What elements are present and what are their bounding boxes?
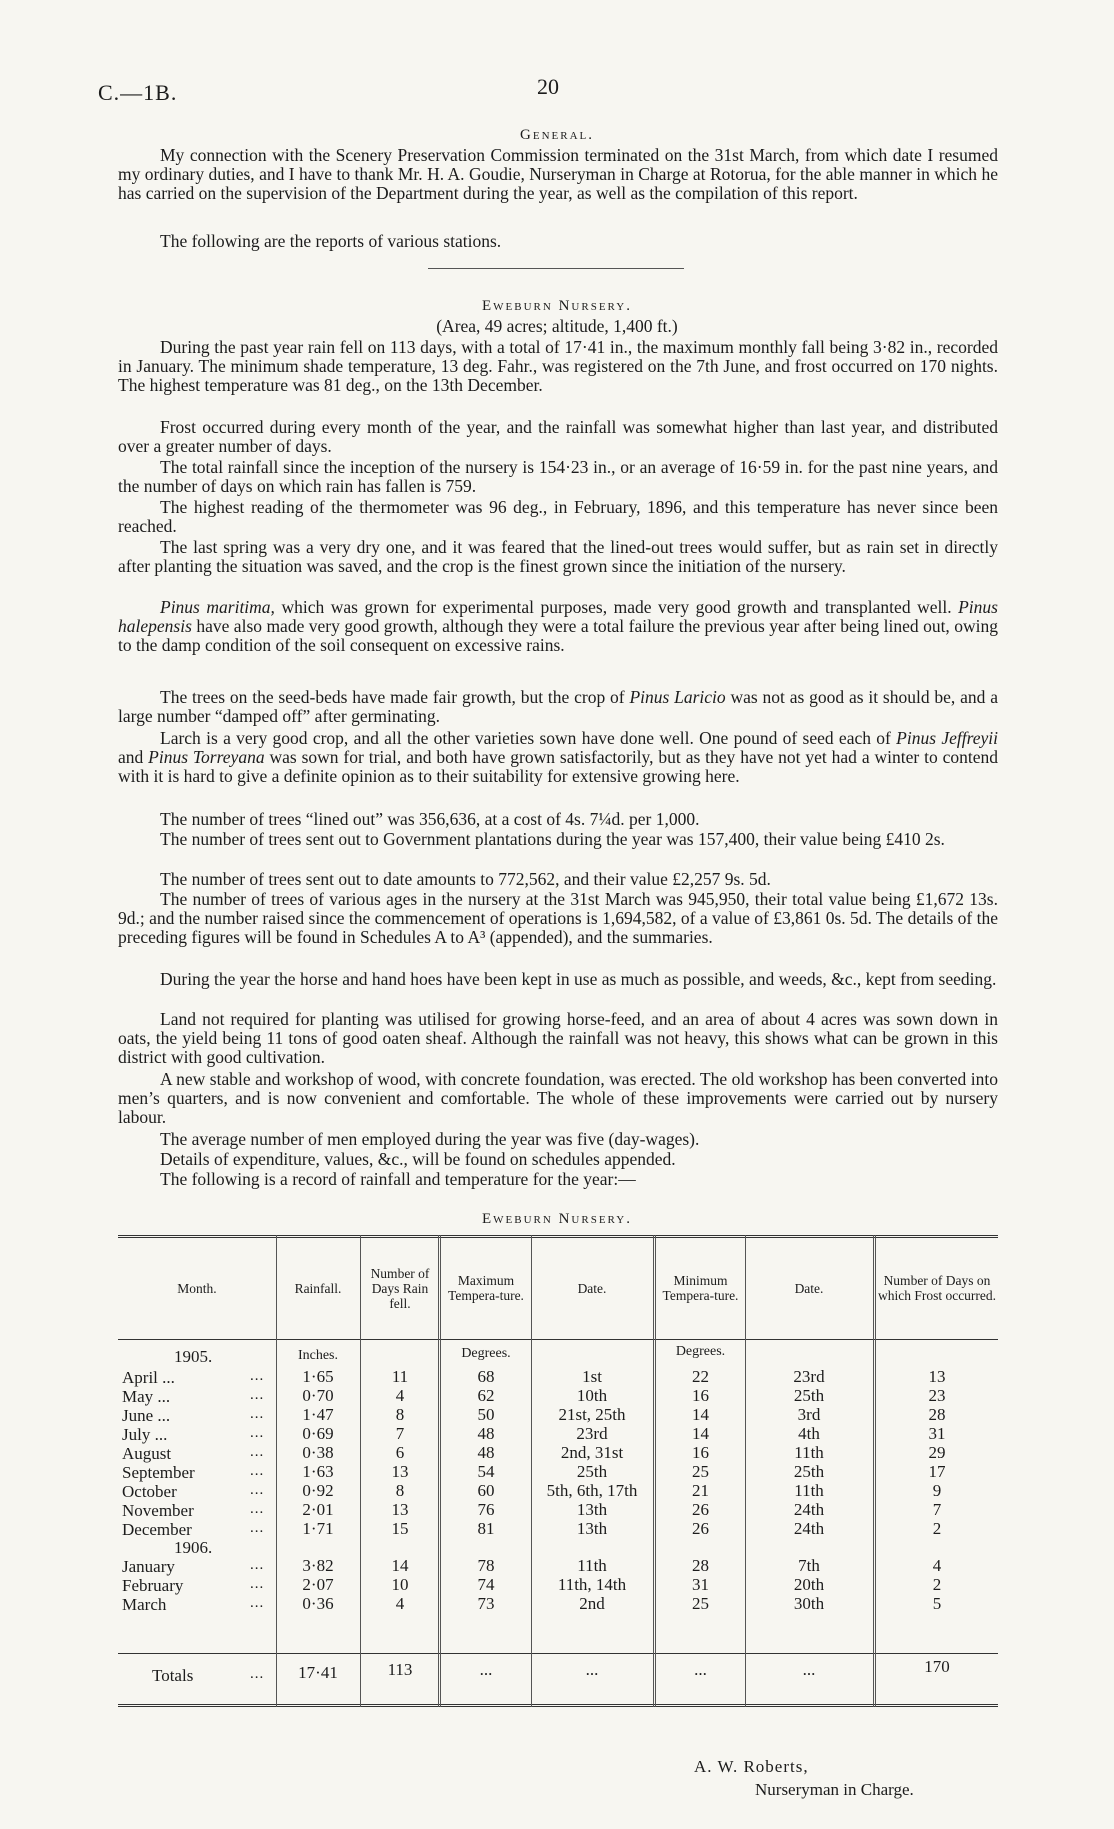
cell-frost-days: 23 [928,1386,946,1405]
cell-min-date: 20th [793,1575,825,1594]
cell-min-temp: 26 [692,1519,709,1538]
cell-min-date: 4th [798,1424,820,1443]
signature-name: A. W. Roberts, [694,1757,809,1776]
cell-max-date: 2nd [579,1594,605,1613]
cell-rain-days: 6 [395,1443,405,1462]
total-rain-days: 113 [387,1660,413,1679]
cell-month: January [122,1557,175,1576]
total-rainfall: 17·41 [298,1663,338,1682]
leader-dots: ... [250,1406,265,1422]
cell-rain-days: 11 [391,1367,409,1386]
cell-rain-days: 4 [395,1386,405,1405]
leader-dots: ... [250,1501,265,1517]
general-heading: General. [520,127,594,143]
cell-rain-days: 7 [395,1424,405,1443]
table-header-rule [118,1339,998,1340]
cell-min-temp: 28 [692,1556,709,1575]
cell-max-temp: 50 [477,1405,495,1424]
eweburn-paragraph-4: The highest reading of the thermometer was 96 deg., in February, 1896, and this temperature has never since been reached. [118,497,998,536]
eweburn-paragraph-12: A new stable and workshop of wood, with concrete foundation, was erected. The old workshop has been converted into men’s quarters, and is now convenient and comfortable. The whole of these improvements were carried out by nursery labour. [118,1069,998,1127]
cell-max-date: 21st, 25th [558,1405,626,1424]
leader-dots: ... [250,1368,265,1384]
cell-rain-days: 15 [391,1519,409,1538]
leader-dots: ... [250,1666,265,1682]
section-divider [428,268,684,269]
header-min-date: Date. [794,1280,824,1296]
leader-dots: ... [250,1520,265,1536]
cell-max-temp: 76 [477,1500,495,1519]
eweburn-paragraph-14: Details of expenditure, values, &c., will be found on schedules appended. [160,1149,676,1169]
eweburn-paragraph-15: The following is a record of rainfall and temperature for the year:— [160,1169,636,1189]
cell-month: May ... [122,1387,171,1406]
rainfall-temperature-table [118,1235,998,1707]
cell-month: November [122,1501,194,1520]
cell-min-date: 25th [793,1462,825,1481]
total-min-temp: ... [694,1660,707,1679]
unit-degrees: Degrees. [675,1344,726,1359]
eweburn-paragraph-7: The number of trees sent out to Government plantations during the year was 157,400, their value being £410 2s. [160,829,945,849]
cell-min-temp: 16 [692,1443,709,1462]
header-rain-days: Number of Days Rain fell. [370,1265,430,1311]
cell-month: February [122,1576,184,1595]
cell-frost-days: 2 [932,1519,942,1538]
cell-frost-days: 28 [928,1405,946,1424]
cell-rain-days: 13 [391,1462,409,1481]
laricio-paragraph: The trees on the seed-beds have made fair growth, but the crop of Pinus Laricio was not as good as it should be, and a large number “damped off” after germinating. [118,687,998,726]
cell-frost-days: 17 [928,1462,946,1481]
cell-rain-days: 8 [395,1405,405,1424]
cell-min-date: 24th [793,1519,825,1538]
cell-frost-days: 7 [932,1500,942,1519]
cell-frost-days: 31 [928,1424,946,1443]
total-max-temp: ... [479,1660,493,1679]
header-max-date: Date. [577,1280,607,1296]
eweburn-paragraph-5: The last spring was a very dry one, and it was feared that the lined-out trees would suffer, but as rain set in directly after planting the situation was saved, and the crop is the finest grown since the initiation of the nursery. [118,537,998,576]
species-name: Pinus halepensis [118,597,998,636]
header-min-temp: Minimum Tempera-ture. [662,1273,739,1303]
cell-min-temp: 14 [692,1424,709,1443]
cell-rainfall: 0·92 [302,1481,334,1500]
cell-rain-days: 10 [391,1575,409,1594]
eweburn-paragraph-10: During the year the horse and hand hoes have been kept in use as much as possible, and weeds, &c., kept from seeding. [160,969,997,989]
leader-dots: ... [250,1482,265,1498]
cell-min-temp: 25 [692,1462,709,1481]
table-title: Eweburn Nursery. [482,1211,632,1227]
year-label: 1906. [174,1538,213,1557]
cell-max-temp: 62 [477,1386,495,1405]
cell-max-date: 1st [582,1367,602,1386]
cell-rainfall: 2·07 [302,1575,334,1594]
cell-rain-days: 4 [395,1594,405,1613]
cell-max-date: 13th [576,1500,608,1519]
cell-month: October [122,1482,177,1501]
leader-dots: ... [250,1576,265,1592]
cell-min-date: 25th [793,1386,825,1405]
species-name: Pinus Jeffreyii [896,728,998,748]
total-min-date: ... [802,1660,816,1679]
cell-min-temp: 26 [692,1500,709,1519]
leader-dots: ... [250,1557,265,1573]
eweburn-area-note: (Area, 49 acres; altitude, 1,400 ft.) [436,316,678,336]
cell-frost-days: 5 [932,1594,942,1613]
cell-month: March [122,1595,167,1614]
cell-min-temp: 22 [692,1367,709,1386]
header-max-temp: Maximum Tempera-ture. [448,1273,524,1303]
cell-min-date: 24th [793,1500,825,1519]
cell-min-date: 30th [793,1594,825,1613]
cell-min-temp: 25 [692,1594,709,1613]
cell-min-date: 11th [794,1481,824,1500]
total-frost-days: 170 [924,1657,950,1676]
cell-max-temp: 54 [477,1462,495,1481]
larch-paragraph: Larch is a very good crop, and all the other varieties sown have done well. One pound of seed each of Pinus Jeffreyii and Pinus Torreyana was sown for trial, and both have grown satisfactorily, but as they have not yet had a winter to contend with it is hard to give a definite opinion as to their suitability for extensive growing here. [118,728,998,786]
cell-frost-days: 2 [932,1575,942,1594]
cell-rainfall: 0·69 [302,1424,334,1443]
cell-month: April ... [122,1368,175,1387]
table-totals-rule [118,1653,998,1654]
leader-dots: ... [250,1387,265,1403]
cell-rainfall: 0·36 [302,1594,334,1613]
cell-rainfall: 1·65 [302,1367,334,1386]
cell-month: July ... [122,1425,168,1444]
cell-max-date: 11th, 14th [557,1575,627,1594]
leader-dots: ... [250,1463,265,1479]
leader-dots: ... [250,1595,265,1611]
cell-max-date: 10th [576,1386,608,1405]
eweburn-paragraph-13: The average number of men employed during the year was five (day-wages). [160,1129,700,1149]
cell-max-temp: 60 [477,1481,495,1500]
column-divider [360,1235,361,1707]
cell-month: June ... [122,1406,171,1425]
unit-degrees: Degrees. [461,1346,511,1361]
cell-max-date: 13th [576,1519,608,1538]
general-paragraph-1: My connection with the Scenery Preservation Commission terminated on the 31st March, from which date I resumed my ordinary duties, and I have to thank Mr. H. A. Goudie, Nurseryman in Charge at Rotorua, for the able manner in which he has carried on the supervision of the Department during the year, as well as the compilation of this report. [118,145,998,203]
cell-min-temp: 31 [692,1575,709,1594]
cell-max-date: 11th [577,1556,607,1575]
cell-rain-days: 13 [391,1500,409,1519]
cell-rainfall: 1·47 [302,1405,334,1424]
cell-frost-days: 13 [928,1367,946,1386]
eweburn-paragraph-9: The number of trees of various ages in the nursery at the 31st March was 945,950, their total value being £1,672 13s. 9d.; and the number raised since the commencement of operations is 1,694,582, of a value of £3,861 0s. 5d. The details of the preceding figures will be found in Schedules A to A³ (appended), and the summaries. [118,889,998,947]
species-name: Pinus maritima, [160,597,275,617]
cell-max-temp: 73 [477,1594,495,1613]
table-top-rule [118,1235,998,1238]
cell-max-temp: 48 [477,1443,495,1462]
cell-max-temp: 48 [477,1424,495,1443]
total-max-date: ... [585,1660,599,1679]
cell-month: August [122,1444,172,1463]
eweburn-paragraph-1: During the past year rain fell on 113 days, with a total of 17·41 in., the maximum monthly fall being 3·82 in., recorded in January. The minimum shade temperature, 13 deg. Fahr., was registered on the 7th June, and frost occurred on 170 nights. The highest temperature was 81 deg., on the 13th December. [118,337,998,395]
cell-min-date: 7th [798,1556,820,1575]
cell-max-temp: 78 [477,1556,495,1575]
cell-max-temp: 68 [477,1367,495,1386]
document-code: C.—1B. [98,80,178,105]
pinus-paragraph: Pinus maritima, which was grown for experimental purposes, made very good growth and transplanted well. Pinus halepensis have also made very good growth, although they were a total failure the previous year after being lined out, owing to the damp condition of the soil consequent on excessive rains. [118,597,998,655]
cell-rainfall: 1·71 [302,1519,334,1538]
eweburn-paragraph-6: The number of trees “lined out” was 356,636, at a cost of 4s. 7¼d. per 1,000. [160,809,700,829]
cell-rain-days: 14 [391,1556,409,1575]
eweburn-paragraph-3: The total rainfall since the inception of the nursery is 154·23 in., or an average of 16·59 in. for the past nine years, and the number of days on which rain has fallen is 759. [118,457,998,496]
cell-min-date: 23rd [793,1367,825,1386]
year-label: 1905. [174,1347,213,1366]
cell-rainfall: 3·82 [302,1556,334,1575]
cell-min-temp: 16 [692,1386,709,1405]
cell-max-date: 25th [576,1462,608,1481]
totals-label: Totals [152,1666,194,1685]
signature-title: Nurseryman in Charge. [755,1780,914,1799]
cell-min-date: 11th [794,1443,824,1462]
cell-max-date: 5th, 6th, 17th [546,1481,638,1500]
eweburn-paragraph-2: Frost occurred during every month of the year, and the rainfall was somewhat higher than last year, and distributed over a greater number of days. [118,417,998,456]
eweburn-paragraph-11: Land not required for planting was utilised for growing horse-feed, and an area of about 4 acres was sown down in oats, the yield being 11 tons of good oaten sheaf. Although the rainfall was not heavy, this shows what can be grown in this district with good cultivation. [118,1009,998,1067]
leader-dots: ... [250,1425,265,1441]
header-month: Month. [177,1280,217,1296]
cell-month: December [122,1520,192,1539]
cell-min-temp: 21 [692,1481,709,1500]
eweburn-heading: Eweburn Nursery. [482,298,632,314]
cell-rainfall: 1·63 [302,1462,334,1481]
cell-max-date: 23rd [576,1424,608,1443]
cell-frost-days: 4 [932,1556,942,1575]
cell-max-temp: 74 [477,1575,495,1594]
eweburn-paragraph-8: The number of trees sent out to date amounts to 772,562, and their value £2,257 9s. 5d. [160,869,771,889]
species-name: Pinus Torreyana [148,747,265,767]
table-bottom-rule [118,1704,998,1707]
cell-max-temp: 81 [477,1519,495,1538]
cell-frost-days: 29 [928,1443,946,1462]
species-name: Pinus Laricio [629,687,726,707]
cell-min-date: 3rd [797,1405,821,1424]
page-number: 20 [537,74,559,99]
leader-dots: ... [250,1444,265,1460]
header-rainfall: Rainfall. [294,1280,342,1296]
cell-min-temp: 14 [692,1405,709,1424]
cell-max-date: 2nd, 31st [560,1443,624,1462]
cell-frost-days: 9 [932,1481,942,1500]
unit-inches: Inches. [297,1348,339,1363]
cell-rainfall: 0·38 [302,1443,334,1462]
header-frost-days: Number of Days on which Frost occurred. [877,1273,997,1303]
cell-month: September [122,1463,195,1482]
cell-rainfall: 0·70 [302,1386,334,1405]
general-paragraph-2: The following are the reports of various stations. [160,231,502,251]
cell-rain-days: 8 [395,1481,405,1500]
cell-rainfall: 2·01 [302,1500,334,1519]
